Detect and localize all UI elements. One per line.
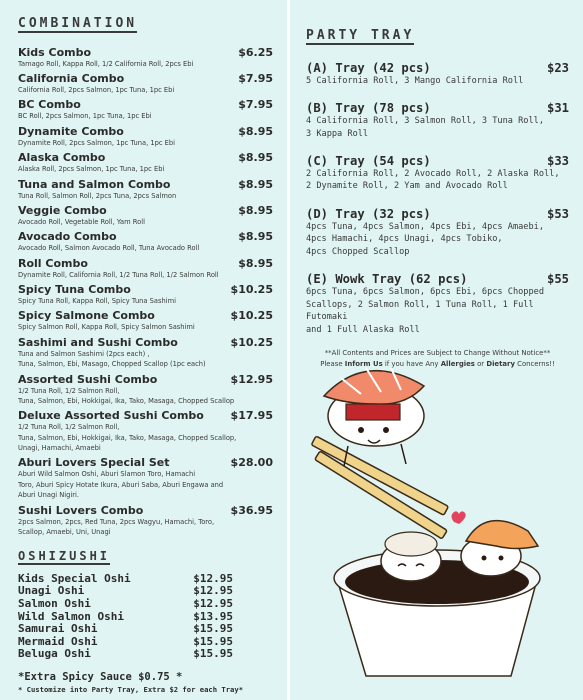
combo-name: Spicy Tuna Combo [18,283,131,297]
notice-line-1: **All Contents and Prices are Subject to Change Without Notice** [324,349,551,358]
party-tray-price: $31 [546,101,569,116]
party-tray-name: (C) Tray (54 pcs) [306,154,431,168]
oshizushi-name: Unagi Oshi [18,584,85,598]
combo-description: Avocado Roll, Salmon Avocado Roll, Tuna Avocado Roll [18,244,200,253]
combo-header [18,257,273,270]
combo-price: $10.25 [230,309,273,323]
oshizushi-item [18,648,233,661]
combo-description: Tuna Roll, Salmon Roll, 2pcs Tuna, 2pcs Salmon [18,191,177,200]
party-tray-price: $55 [546,272,569,287]
oshizushi-price: $12.95 [193,571,233,585]
combo-description: Aburi Unagi Nigiri. [18,491,79,500]
combo-name: Dynamite Combo [18,124,124,138]
notice-bold: Dietary [486,360,515,369]
combo-name: Roll Combo [18,256,88,270]
notice-text: Concerns!! [514,360,555,369]
combo-name: Kids Combo [18,45,92,59]
combo-price: $17.95 [230,409,273,423]
combination-list [18,46,273,538]
notice-bold: Allergies [440,360,475,369]
combo-item [18,72,273,95]
combo-header [18,456,273,469]
party-tray-header [306,61,569,75]
oshizushi-name: Samurai Oshi [18,622,98,636]
combo-name: Alaska Combo [18,151,106,165]
party-tray-description: 3 Kappa Roll [306,128,369,139]
combo-price: $8.95 [238,256,273,270]
party-tray-header [306,207,569,221]
combo-description: Spicy Tuna Roll, Kappa Roll, Spicy Tuna Sashimi [18,297,176,306]
combo-header [18,409,273,422]
combo-item [18,283,273,306]
party-tray-name: (D) Tray (32 pcs) [306,206,431,221]
heart-icon [452,511,466,524]
party-tray-title: PARTY TRAY [306,28,415,43]
combo-name: Assorted Sushi Combo [18,372,158,386]
combo-price: $8.95 [238,203,273,217]
combo-price: $36.95 [230,503,273,517]
combo-item [18,373,273,407]
combo-header [18,178,273,191]
customize-note: * Customize into Party Tray, Extra $2 for each Tray* [18,685,244,695]
party-tray-description: 5 California Roll, 3 Mango California Roll [306,75,524,86]
combo-description: California Roll, 2pcs Salmon, 1pc Tuna, 1pc Ebi [18,86,175,95]
party-tray-price: $33 [546,154,569,168]
combo-header [18,230,273,243]
combo-name: BC Combo [18,98,81,112]
party-tray-description: and 1 Full Alaska Roll [306,324,420,335]
left-column [0,0,287,700]
scallop-sushi-character-icon [381,532,441,581]
combo-price: $8.95 [238,177,273,191]
party-tray-price: $23 [546,60,569,75]
combo-price: $8.95 [238,230,273,244]
oshizushi-price: $15.95 [193,634,233,648]
oshizushi-name: Wild Salmon Oshi [18,609,124,623]
combination-title: COMBINATION [18,16,138,31]
combo-description: Tuna and Salmon Sashimi (2pcs each) , [18,349,150,358]
combo-price: $6.25 [238,45,273,59]
combo-description: Scallop, Amaebi, Uni, Unagi [18,527,111,536]
combo-description: Alaska Roll, 2pcs Salmon, 1pc Tuna, 1pc Ebi [18,165,165,174]
party-tray-description: 6pcs Tuna, 6pcs Salmon, 6pcs Ebi, 6pcs Chopped [306,287,544,298]
oshizushi-name: Mermaid Oshi [18,634,98,648]
combo-header [18,125,273,138]
party-tray-name: (B) Tray (78 pcs) [306,101,431,116]
party-tray-item [306,154,569,193]
combo-name: Deluxe Assorted Sushi Combo [18,409,204,423]
oshizushi-title: OSHIZUSHI [18,549,111,564]
party-tray-item [306,101,569,140]
party-tray-description: 4 California Roll, 3 Salmon Roll, 3 Tuna Roll, [306,116,544,127]
party-tray-header [306,101,569,115]
combo-description: Avocado Roll, Vegetable Roll, Yam Roll [18,217,145,226]
party-tray-item [306,61,569,87]
extra-spicy-note: *Extra Spicy Sauce $0.75 * [18,671,183,684]
combo-item [18,504,273,538]
notice-text: or [474,360,487,369]
combo-item [18,336,273,370]
combo-price: $8.95 [238,151,273,165]
combo-item [18,98,273,121]
combo-price: $7.95 [238,72,273,86]
combo-price: $12.95 [230,372,273,386]
combo-description: Tuna, Salmon, Ebi, Masago, Chopped Scallop (1pc each) [18,360,206,369]
combo-item [18,46,273,69]
oshizushi-price: $12.95 [193,584,233,598]
party-tray-header [306,154,569,168]
combo-item [18,230,273,253]
combo-item [18,257,273,280]
party-tray-list [306,61,569,336]
party-tray-description: 4pcs Tuna, 4pcs Salmon, 4pcs Ebi, 4pcs Amaebi, [306,221,544,232]
combo-name: Sushi Lovers Combo [18,503,144,517]
notice-text: if you have Any [382,360,441,369]
combo-description: Dynamite Roll, 2pcs Salmon, 1pc Tuna, 1pc Ebi [18,138,175,147]
combo-header [18,283,273,296]
party-tray-item [306,207,569,258]
combo-price: $8.95 [238,124,273,138]
combo-header [18,46,273,59]
oshizushi-name: Beluga Oshi [18,647,91,661]
notice-text: Please [320,360,345,369]
sushi-soy-sauce-illustration [306,356,568,696]
oshizushi-name: Salmon Oshi [18,597,91,611]
party-tray-description: 2 Dynamite Roll, 2 Yam and Avocado Roll [306,181,508,192]
chopsticks-icon [311,436,448,539]
combo-description: 1/2 Tuna Roll, 1/2 Salmon Roll, [18,423,120,432]
oshizushi-item [18,598,233,611]
combo-description: BC Roll, 2pcs Salmon, 1pc Tuna, 1pc Ebi [18,112,152,121]
combo-item [18,409,273,453]
combo-header [18,204,273,217]
combo-item [18,309,273,332]
combo-price: $28.00 [230,456,273,470]
combo-item [18,125,273,148]
combo-description: Spicy Salmon Roll, Kappa Roll, Spicy Salmon Sashimi [18,323,195,332]
party-tray-price: $53 [546,206,569,221]
combo-description: 2pcs Salmon, 2pcs, Red Tuna, 2pcs Wagyu, Hamachi, Toro, [18,517,215,526]
combo-item [18,456,273,500]
combo-description: Dynamite Roll, California Roll, 1/2 Tuna Roll, 1/2 Salmon Roll [18,270,219,279]
party-tray-description: 2 California Roll, 2 Avocado Roll, 2 Alaska Roll, [306,169,560,179]
combo-header [18,98,273,111]
party-tray-description: Scallops, 2 Salmon Roll, 1 Tuna Roll, 1 Full Futomaki [306,299,534,323]
combo-header [18,336,273,349]
notice-bold: Inform Us [344,360,383,369]
combo-header [18,151,273,164]
oshizushi-price: $13.95 [193,609,233,623]
combo-header [18,72,273,85]
combo-header [18,309,273,322]
combo-description: Unagi, Hamachi, Amaebi [18,444,101,453]
combo-description: 1/2 Tuna Roll, 1/2 Salmon Roll, [18,386,120,395]
combo-description: Tuna, Salmon, Ebi, Hokkigai, Ika, Tako, Masaga, Chopped Scallop [18,396,235,405]
party-tray-header [306,272,569,286]
oshizushi-item [18,623,233,636]
party-tray-description: 4pcs Hamachi, 4pcs Unagi, 4pcs Tobiko, [306,234,503,245]
combo-item [18,204,273,227]
party-tray-description: 4pcs Chopped Scallop [306,246,410,257]
combo-item [18,178,273,201]
combo-name: Veggie Combo [18,203,107,217]
party-tray-name: (A) Tray (42 pcs) [306,60,431,75]
combo-price: $10.25 [230,283,273,297]
combo-description: Tuna, Salmon, Ebi, Hokkigai, Ika, Tako, Masaga, Chopped Scallop, [18,433,237,442]
combo-price: $10.25 [230,335,273,349]
combo-name: California Combo [18,72,125,86]
right-column [290,0,583,700]
party-tray-item [306,272,569,336]
oshizushi-list [18,573,233,661]
combo-name: Sashimi and Sushi Combo [18,335,178,349]
oshizushi-name: Kids Special Oshi [18,571,131,585]
oshizushi-price: $15.95 [193,622,233,636]
combo-item [18,151,273,174]
combo-description: Toro, Aburi Spicy Hotate Ikura, Aburi Saba, Aburi Engawa and [18,480,224,489]
combo-header [18,373,273,386]
combo-name: Aburi Lovers Special Set [18,456,170,470]
combo-description: Tamago Roll, Kappa Roll, 1/2 California Roll, 2pcs Ebi [18,59,194,68]
combo-price: $7.95 [238,98,273,112]
combo-name: Tuna and Salmon Combo [18,177,171,191]
combo-header [18,504,273,517]
party-tray-name: (E) Wowk Tray (62 pcs) [306,272,468,287]
oshizushi-price: $12.95 [193,597,233,611]
oshizushi-price: $15.95 [193,647,233,661]
combo-name: Avocado Combo [18,230,117,244]
combo-name: Spicy Salmone Combo [18,309,155,323]
combo-description: Aburi Wild Salmon Oshi, Aburi Slamon Toro, Hamachi [18,470,196,479]
